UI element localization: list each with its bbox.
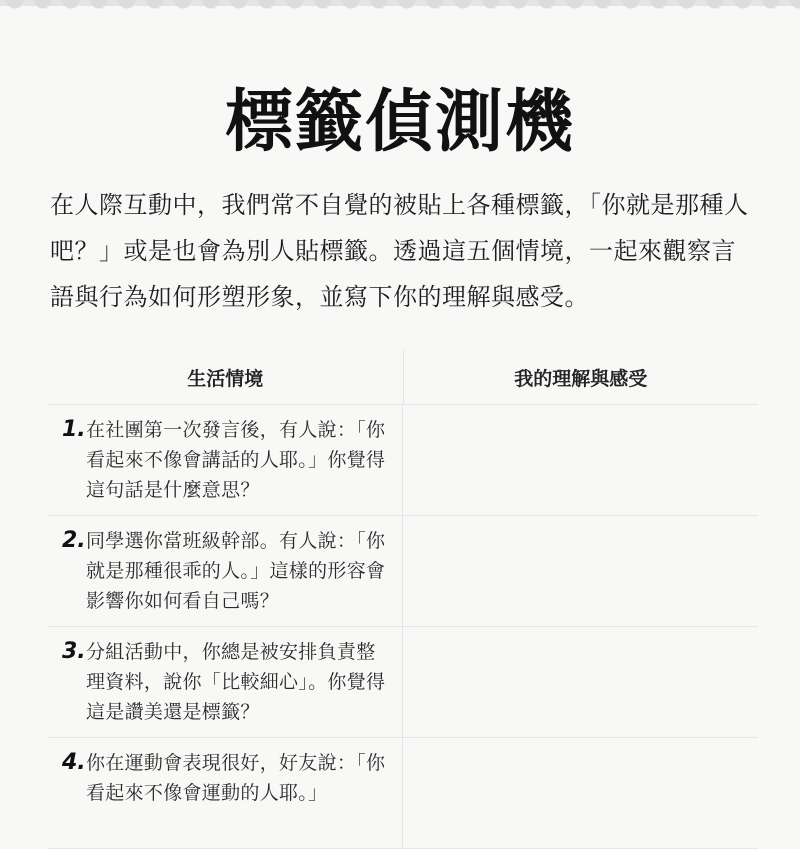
situation-cell — [48, 627, 403, 737]
situation-text: 在社團第一次發言後，有人說：「你看起來不像會講話的人耶。」你覺得這句話是什麼意思？ — [86, 419, 386, 501]
situation-cell — [48, 405, 403, 515]
row-number: 2. — [62, 528, 86, 553]
situation-text: 同學選你當班級幹部。有人說：「你就是那種很乖的人。」這樣的形容會影響你如何看自己嗎？ — [86, 530, 386, 612]
situation-cell — [48, 516, 403, 626]
table-row — [48, 405, 758, 516]
response-cell[interactable] — [403, 516, 758, 626]
situation-text: 分組活動中，你總是被安排負責整理資料，說你「比較細心」。你覺得這是讚美還是標籤？ — [86, 641, 386, 723]
response-cell[interactable] — [403, 405, 758, 515]
table-row — [48, 627, 758, 738]
response-cell[interactable] — [403, 627, 758, 737]
page-title: 標籤偵測機 — [224, 83, 575, 162]
response-cell[interactable] — [403, 738, 758, 848]
torn-edge-pattern — [0, 0, 800, 30]
row-number: 1. — [62, 417, 86, 442]
header-situation: 生活情境 — [48, 350, 404, 404]
table-row — [48, 738, 758, 849]
table-header — [48, 350, 758, 405]
row-number: 3. — [62, 639, 86, 664]
header-response: 我的理解與感受 — [514, 367, 648, 390]
worksheet-table — [48, 350, 758, 849]
row-number: 4. — [62, 750, 86, 775]
situation-text: 你在運動會表現很好，好友說：「你看起來不像會運動的人耶。」 — [86, 752, 386, 804]
intro-paragraph: 在人際互動中，我們常不自覺的被貼上各種標籤，「你就是那種人吧？」或是也會為別人貼標籤。透過這五個情境，一起來觀察言語與行為如何形塑形象，並寫下你的理解與感受。 — [50, 191, 749, 311]
situation-cell — [48, 738, 403, 848]
table-row — [48, 516, 758, 627]
